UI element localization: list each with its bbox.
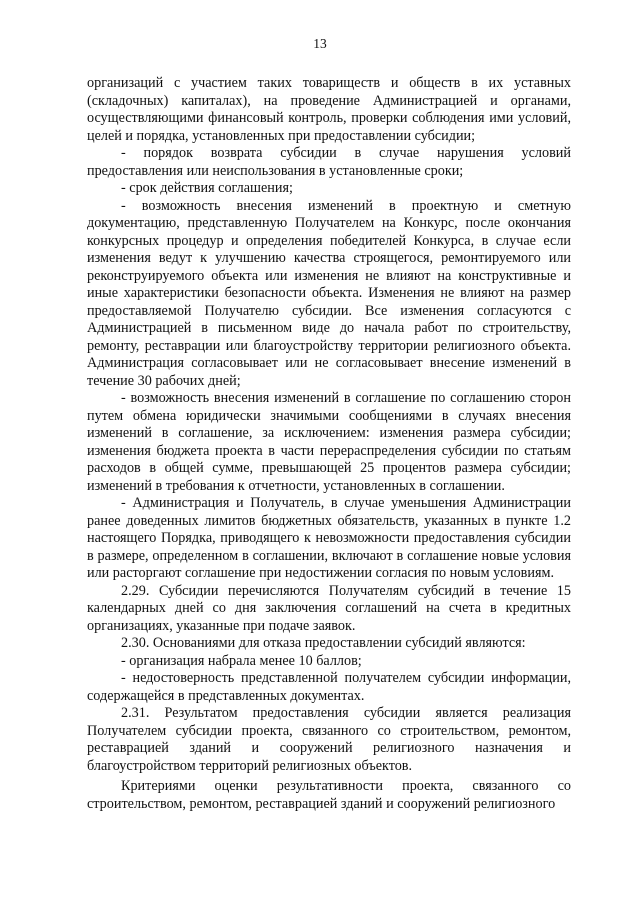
paragraph: - возможность внесения изменений в проектную и сметную документацию, представленную Получателем на Конкурс, после окончания конкурсных процедур и определения победителей Конкурса, в случае если изменения ведут к улучшению качества строящегося, ремонтируемого или реконструируемого объекта или изменения не влияют на конструктивные и иные характеристики безопасности объекта. Изменения не влияют на размер предоставляемой Получателю субсидии. Все изменения согласуются с Администрацией в письменном виде до начала работ по строительству, ремонту, реставрации или благоустройству территории религиозного объекта. Администрация согласовывает или не согласовывает внесение изменений в течение 30 рабочих дней;	[87, 197, 571, 389]
page-number: 13	[313, 36, 327, 51]
paragraph: - организация набрала менее 10 баллов;	[121, 652, 362, 669]
paragraph: 2.29. Субсидии перечисляются Получателям субсидий в течение 15 календарных дней со дня заключения соглашений на счета в кредитных организациях, указанные при подаче заявок.	[87, 582, 571, 634]
document-body	[87, 75, 571, 813]
paragraph: - возможность внесения изменений в соглашение по соглашению сторон путем обмена юридически значимыми сообщениями в случаях внесения изменений в соглашение, за исключением: изменения размера субсидии; изменения бюджета проекта в части перераспределения субсидии по статьям расходов в общей сумме, превышающей 25 процентов размера субсидии; изменений в требования к отчетности, установленных в соглашении.	[87, 390, 571, 494]
paragraph: 2.30. Основаниями для отказа предоставлении субсидий являются:	[121, 635, 526, 651]
paragraph: - недостоверность представленной получателем субсидии информации, содержащейся в представленных документах.	[87, 670, 571, 704]
paragraph: - срок действия соглашения;	[121, 180, 293, 196]
paragraph: Критериями оценки результативности проекта, связанного со строительством, ремонтом, реставрацией зданий и сооружений религиозного	[87, 778, 571, 812]
paragraph: - порядок возврата субсидии в случае нарушения условий предоставления или неиспользования в установленные сроки;	[87, 145, 571, 179]
paragraph: организаций с участием таких товариществ и обществ в их уставных (складочных) капиталах), на проведение Администрацией и органами, осуществляющими финансовый контроль, проверки соблюдения ими условий, целей и порядка, установленных при предоставлении субсидии;	[87, 75, 571, 144]
paragraph: - Администрация и Получатель, в случае уменьшения Администрации ранее доведенных лимитов бюджетных обязательств, указанных в пункте 1.2 настоящего Порядка, приводящего к невозможности предоставления субсидии в размере, определенном в соглашении, включают в соглашение новые условия или расторгают соглашение при недостижении согласия по новым условиям.	[87, 495, 571, 581]
paragraph: 2.31. Результатом предоставления субсидии является реализация Получателем субсидии проекта, связанного со строительством, ремонтом, реставрацией зданий и сооружений религиозного назначения и благоустройством территорий религиозных объектов.	[87, 705, 571, 774]
